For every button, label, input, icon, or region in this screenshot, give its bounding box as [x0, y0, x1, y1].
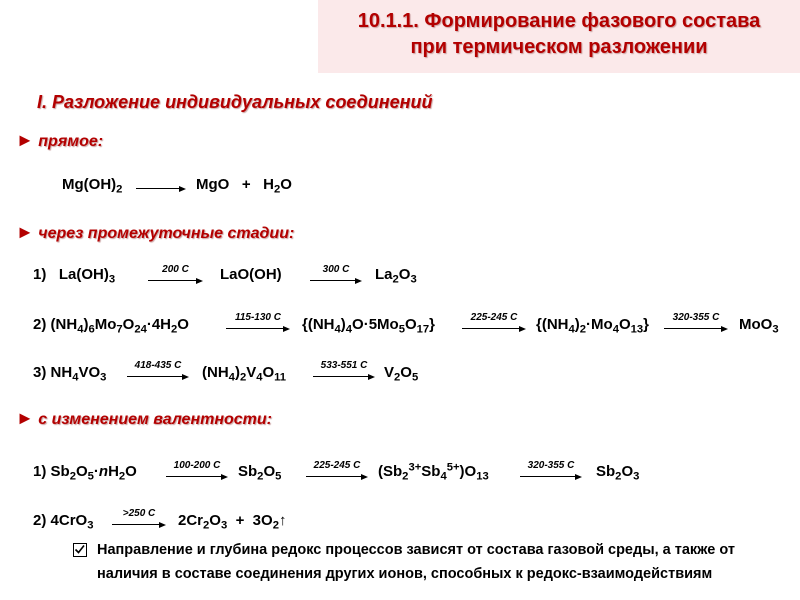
reaction-direct: $Mg(OH)_2$ [62, 176, 123, 196]
valence-reaction-1-start: 1) $Sb_2O_5\cdot nH_2O$ [33, 463, 137, 483]
reaction-2-start: 2) $(NH_4)_6Mo_7O_{24}\cdot 4H_2O$ [33, 316, 189, 336]
reaction-3-mid: $(NH_4)_2V_4O_{11}$ [202, 364, 287, 384]
bullet-label: прямое: [38, 133, 104, 150]
triangle-bullet-icon: ► [16, 130, 34, 150]
checkbox-icon [73, 543, 87, 557]
arrow-r2-3: 320-355 C [664, 310, 728, 332]
reaction-3-end: $V_2O_5$ [384, 364, 419, 384]
arrow-v1-1: 100-200 C [166, 458, 228, 480]
arrow-r1-1: 200 C [148, 262, 203, 284]
bullet-label: с изменением валентности: [38, 411, 273, 428]
arrow-v1-2: 225-245 C [306, 458, 368, 480]
arrow-r1-2: 300 C [310, 262, 362, 284]
arrow-r3-1: 418-435 C [127, 358, 189, 380]
title-line-1: 10.1.1. Формирование фазового состава [357, 10, 761, 32]
reaction-2-step1: $\{(NH_4)_4O\cdot 5Mo_5O_{17}\}$ [302, 316, 435, 336]
reaction-1-start: 1) $La(OH)_3$ [33, 266, 116, 286]
reaction-1-mid: LaO(OH) [220, 266, 282, 283]
reaction-2-end: MoO$_3$ [739, 316, 779, 336]
title-line-2: при термическом разложении [410, 36, 708, 58]
note-line-2: наличия в составе соединения других ионов, способных к редокс-взаимодействиям [97, 566, 713, 582]
bullet-label: через промежуточные стадии: [38, 225, 295, 242]
section-heading: I. Разложение индивидуальных соединений [37, 92, 433, 112]
reaction-3-start: 3) $NH_4VO_3$ [33, 364, 107, 384]
valence-reaction-2-end: $2Cr_2O_3$ + $3O_2↑$ [178, 512, 287, 532]
valence-reaction-1-end: $Sb_2O_3$ [596, 463, 640, 483]
arrow-direct [136, 178, 186, 192]
arrow-v1-3: 320-355 C [520, 458, 582, 480]
arrow-v2-1: >250 C [112, 506, 166, 528]
bullet-intermediate [16, 222, 294, 243]
reaction-2-step2: $\{(NH_4)_2\cdot Mo_4O_{13}\}$ [536, 316, 649, 336]
valence-reaction-1-step1: $Sb_2O_5$ [238, 463, 282, 483]
reaction-1-end: $La_2O_3$ [375, 266, 417, 286]
arrow-r2-2: 225-245 C [462, 310, 526, 332]
valence-reaction-2-start: 2) 4CrO$_3$ [33, 512, 94, 532]
reaction-direct-products: MgO + $H_2O$ [196, 176, 292, 196]
arrow-r3-2: 533-551 C [313, 358, 375, 380]
note-line-1: Направление и глубина редокс процессов зависят от состава газовой среды, а также от [97, 542, 735, 558]
bullet-direct [16, 130, 103, 151]
title-banner [318, 0, 800, 73]
page-title [318, 8, 800, 60]
triangle-bullet-icon: ► [16, 222, 34, 242]
arrow-r2-1: 115-130 C [226, 310, 290, 332]
valence-reaction-1-step2: $(Sb_2^{3+}Sb_4^{5+})O_{13}$ [378, 461, 489, 483]
bullet-valence [16, 408, 272, 429]
triangle-bullet-icon: ► [16, 408, 34, 428]
